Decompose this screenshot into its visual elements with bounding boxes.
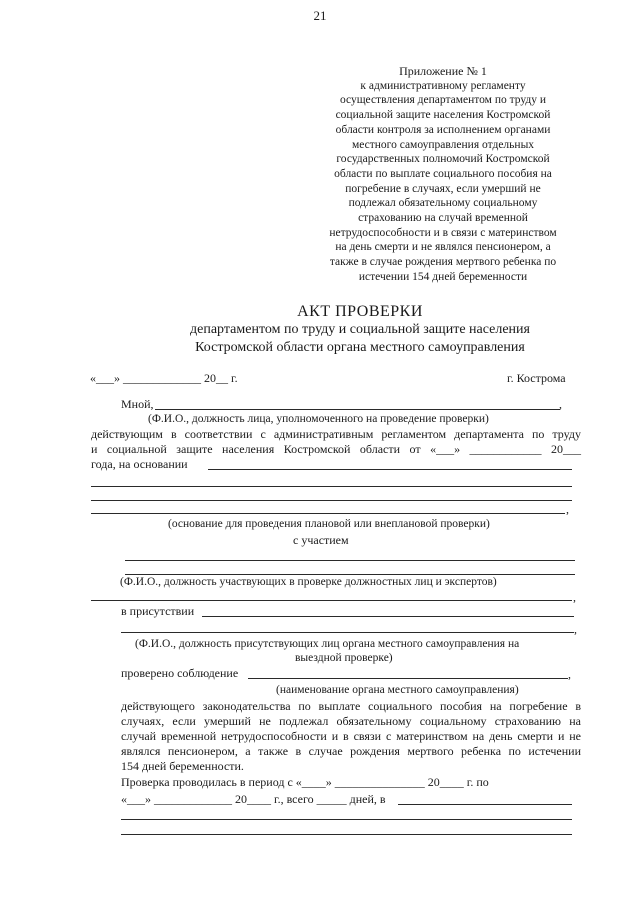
participants-field-3[interactable] [91,600,572,601]
caption-basis: (основание для проведения плановой или внеплановой проверки) [168,518,490,530]
caption-inspector: (Ф.И.О., должность лица, уполномоченного на проведение проверки) [148,413,489,425]
law-text-5: 154 дней беременности. [121,759,244,773]
appendix-line: подлежал обязательному социальному [348,197,538,210]
appendix-line: погребение в случаях, если умерший не [345,182,541,195]
appendix-line: на день смерти и не являлся пенсионером, а [335,241,551,254]
appendix-line: социальной защите населения Костромской [335,109,551,122]
appendix-line: государственных полномочий Костромской [336,153,550,166]
appendix-line: нетрудоспособности и в связи с материнством [329,226,557,239]
law-text-1: действующего законодательства по выплате социального пособия на погребение в [121,699,581,713]
acting-text-1: действующим в соответствии с административным регламентом департамента по труду [91,427,581,441]
comma: , [568,667,571,681]
period-text-2[interactable]: «___» _____________ 20____ г., всего _____ дней, в [121,792,386,806]
law-text-3: случай временной нетрудоспособности и в связи с материнством на день смерти и не [121,729,581,743]
body-name-field[interactable] [248,678,568,679]
basis-field-3[interactable] [91,500,572,501]
comma: , [559,397,562,411]
appendix-line: также в случае рождения мертвого ребенка по [329,256,557,269]
appendix-line: страхованию на случай временной [358,212,528,225]
law-text-4: являлся пенсионером, а также в случае рождения мертвого ребенка по истечении [121,744,581,758]
caption-present-1: (Ф.И.О., должность присутствующих лиц органа местного самоуправления на [135,638,520,650]
period-text-1[interactable]: Проверка проводилась в период с «____» _______________ 20____ г. по [121,775,489,789]
caption-body: (наименование органа местного самоуправления) [276,684,519,696]
comma: , [574,622,577,636]
by-me-label: Мной, [121,397,154,411]
page-number: 21 [313,8,327,23]
participation-label: с участием [293,533,349,547]
place-field-2[interactable] [121,819,572,820]
city-label: г. Кострома [507,371,566,385]
appendix-line: местного самоуправления отдельных [351,138,535,151]
act-subtitle-line2: Костромской области органа местного самоуправления [195,340,525,355]
presence-label: в присутствии [121,604,195,618]
basis-field-1[interactable] [208,469,572,470]
appendix-line: области по выплате социального пособия на [334,167,552,180]
presence-field-1[interactable] [202,616,574,617]
basis-field-2[interactable] [91,486,572,487]
basis-field-4[interactable] [91,513,565,514]
appendix-line: истечении 154 дней беременности [358,270,528,283]
date-field[interactable]: «___» _____________ 20__ г. [90,371,238,385]
caption-participants: (Ф.И.О., должность участвующих в проверке должностных лиц и экспертов) [120,576,497,588]
comma: , [573,590,576,604]
inspector-name-field[interactable] [155,409,560,410]
appendix-line: к административному регламенту [360,79,526,92]
acting-text-3: года, на основании [91,457,188,471]
caption-present-2: выездной проверке) [295,652,393,664]
comma: , [566,502,569,516]
checked-label: проверено соблюдение [121,666,239,680]
appendix-block [300,64,586,285]
place-field-3[interactable] [121,834,572,835]
participants-field-1[interactable] [125,560,575,561]
acting-text-2: и социальной защите населения Костромской области от «___» ____________ 20___ [91,442,581,456]
act-title: АКТ ПРОВЕРКИ [297,303,423,320]
appendix-heading: Приложение № 1 [399,64,487,78]
act-subtitle-line1: департаментом по труду и социальной защите населения [190,322,530,337]
appendix-line: осуществления департаментом по труду и [339,94,547,107]
presence-field-2[interactable] [121,632,574,633]
law-text-2: случаях, если умерший не подлежал обязательному социальному страхованию на [121,714,581,728]
place-field-1[interactable] [398,804,572,805]
appendix-line: области контроля за исполнением органами [335,123,551,136]
